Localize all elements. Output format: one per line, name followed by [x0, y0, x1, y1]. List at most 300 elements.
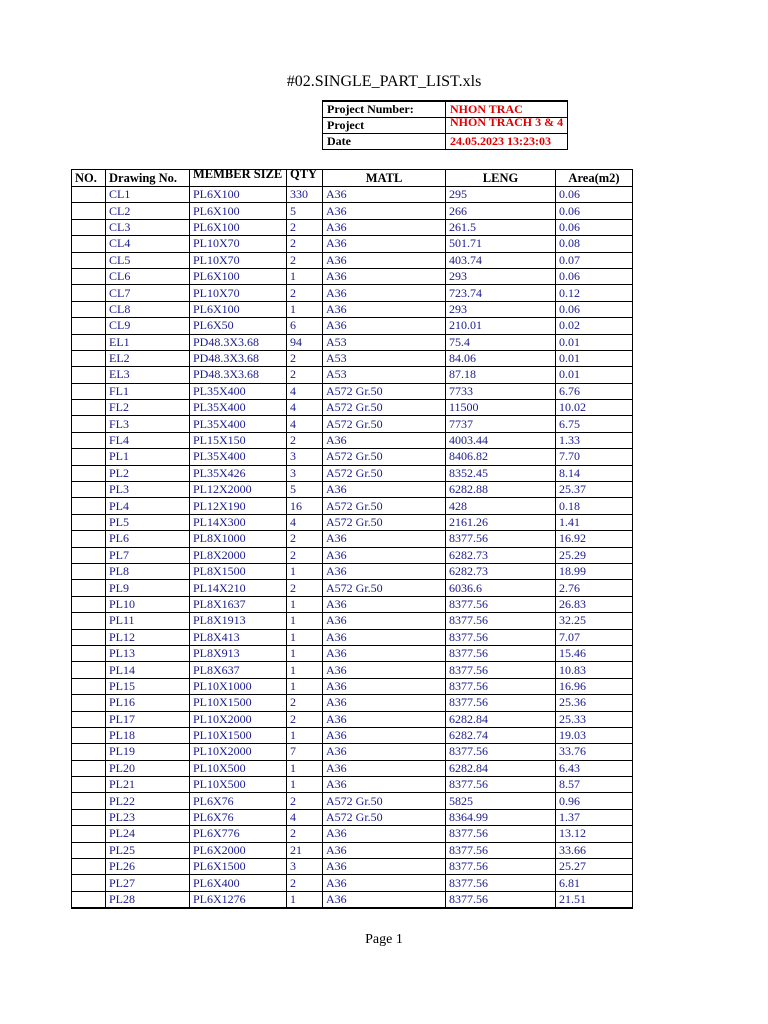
row-drawing-no: PL13 — [106, 645, 190, 661]
row-matl: A53 — [323, 350, 446, 366]
table-row — [72, 777, 633, 793]
row-matl: A36 — [323, 285, 446, 301]
row-qty: 4 — [287, 400, 323, 416]
row-matl: A36 — [323, 531, 446, 547]
row-matl: A36 — [323, 547, 446, 563]
row-matl: A36 — [323, 318, 446, 334]
row-area: 0.06 — [556, 268, 633, 284]
row-member-size: PL10X1500 — [190, 727, 287, 743]
row-area: 10.02 — [556, 400, 633, 416]
row-no — [72, 859, 106, 875]
row-qty: 2 — [287, 285, 323, 301]
row-matl: A36 — [323, 859, 446, 875]
row-drawing-no: PL7 — [106, 547, 190, 563]
row-qty: 2 — [287, 547, 323, 563]
row-qty: 1 — [287, 596, 323, 612]
row-drawing-no: CL4 — [106, 236, 190, 252]
row-member-size: PL10X70 — [190, 236, 287, 252]
row-area: 7.07 — [556, 629, 633, 645]
row-qty: 2 — [287, 695, 323, 711]
table-row — [72, 826, 633, 842]
table-row — [72, 563, 633, 579]
table-row — [72, 891, 633, 908]
row-drawing-no: PL1 — [106, 449, 190, 465]
row-area: 0.06 — [556, 301, 633, 317]
row-area: 0.08 — [556, 236, 633, 252]
row-leng: 8377.56 — [446, 842, 556, 858]
row-area: 6.43 — [556, 760, 633, 776]
row-qty: 1 — [287, 645, 323, 661]
row-member-size: PL6X100 — [190, 301, 287, 317]
row-area: 0.96 — [556, 793, 633, 809]
row-no — [72, 875, 106, 891]
row-drawing-no: PL16 — [106, 695, 190, 711]
row-area: 25.37 — [556, 482, 633, 498]
row-matl: A36 — [323, 678, 446, 694]
table-row — [72, 482, 633, 498]
table-row — [72, 793, 633, 809]
row-qty: 21 — [287, 842, 323, 858]
row-no — [72, 301, 106, 317]
table-row — [72, 842, 633, 858]
row-member-size: PL6X100 — [190, 203, 287, 219]
row-leng: 293 — [446, 301, 556, 317]
row-area: 25.27 — [556, 859, 633, 875]
document-title: #02.SINGLE_PART_LIST.xls — [286, 73, 482, 90]
row-matl: A572 Gr.50 — [323, 514, 446, 530]
table-row — [72, 662, 633, 678]
row-qty: 2 — [287, 531, 323, 547]
row-member-size: PL8X1500 — [190, 563, 287, 579]
row-area: 10.83 — [556, 662, 633, 678]
row-member-size: PL35X426 — [190, 465, 287, 481]
row-no — [72, 383, 106, 399]
table-row — [72, 547, 633, 563]
row-area: 0.12 — [556, 285, 633, 301]
row-drawing-no: CL8 — [106, 301, 190, 317]
project-info-table — [322, 100, 568, 150]
row-leng: 8377.56 — [446, 662, 556, 678]
row-no — [72, 842, 106, 858]
row-matl: A36 — [323, 760, 446, 776]
row-no — [72, 416, 106, 432]
row-member-size: PL35X400 — [190, 400, 287, 416]
row-drawing-no: PL2 — [106, 465, 190, 481]
row-member-size: PL6X100 — [190, 187, 287, 203]
col-header-qty: QTY — [287, 170, 323, 187]
project-number-label: Project Number: — [323, 101, 446, 118]
row-drawing-no: PL18 — [106, 727, 190, 743]
row-member-size: PL35X400 — [190, 449, 287, 465]
col-header-leng: LENG — [446, 170, 556, 187]
date-value: 24.05.2023 13:23:03 — [446, 134, 568, 150]
row-member-size: PL6X1276 — [190, 891, 287, 908]
table-row — [72, 859, 633, 875]
row-qty: 1 — [287, 891, 323, 908]
row-qty: 7 — [287, 744, 323, 760]
row-drawing-no: PL21 — [106, 777, 190, 793]
row-matl: A36 — [323, 482, 446, 498]
row-member-size: PL10X70 — [190, 252, 287, 268]
row-matl: A36 — [323, 219, 446, 235]
row-drawing-no: PL25 — [106, 842, 190, 858]
row-leng: 6036.6 — [446, 580, 556, 596]
row-drawing-no: CL6 — [106, 268, 190, 284]
table-row — [72, 580, 633, 596]
col-header-area: Area(m2) — [556, 170, 633, 187]
row-drawing-no: PL20 — [106, 760, 190, 776]
row-drawing-no: EL2 — [106, 350, 190, 366]
project-row — [323, 118, 568, 134]
table-row — [72, 236, 633, 252]
row-no — [72, 334, 106, 350]
table-body — [72, 187, 633, 909]
row-leng: 8406.82 — [446, 449, 556, 465]
row-drawing-no: CL7 — [106, 285, 190, 301]
row-area: 0.06 — [556, 203, 633, 219]
row-member-size: PL15X150 — [190, 432, 287, 448]
table-row — [72, 695, 633, 711]
row-area: 0.06 — [556, 219, 633, 235]
table-row — [72, 613, 633, 629]
row-matl: A36 — [323, 596, 446, 612]
row-matl: A572 Gr.50 — [323, 498, 446, 514]
row-qty: 2 — [287, 236, 323, 252]
row-member-size: PL8X1000 — [190, 531, 287, 547]
table-row — [72, 367, 633, 383]
row-area: 25.36 — [556, 695, 633, 711]
row-member-size: PL35X400 — [190, 416, 287, 432]
row-drawing-no: PL27 — [106, 875, 190, 891]
row-member-size: PL8X637 — [190, 662, 287, 678]
row-qty: 330 — [287, 187, 323, 203]
row-leng: 87.18 — [446, 367, 556, 383]
row-drawing-no: PL14 — [106, 662, 190, 678]
row-drawing-no: EL3 — [106, 367, 190, 383]
row-qty: 1 — [287, 613, 323, 629]
row-leng: 8352.45 — [446, 465, 556, 481]
row-leng: 8377.56 — [446, 645, 556, 661]
row-leng: 7737 — [446, 416, 556, 432]
row-member-size: PL10X500 — [190, 777, 287, 793]
row-matl: A36 — [323, 268, 446, 284]
row-area: 1.37 — [556, 809, 633, 825]
row-no — [72, 531, 106, 547]
row-drawing-no: FL3 — [106, 416, 190, 432]
row-member-size: PL8X1637 — [190, 596, 287, 612]
row-drawing-no: PL24 — [106, 826, 190, 842]
row-no — [72, 482, 106, 498]
row-leng: 723.74 — [446, 285, 556, 301]
table-header-row — [72, 170, 633, 187]
col-header-drawing: Drawing No. — [106, 170, 190, 187]
row-qty: 1 — [287, 777, 323, 793]
row-area: 18.99 — [556, 563, 633, 579]
table-row — [72, 727, 633, 743]
row-matl: A36 — [323, 777, 446, 793]
row-leng: 2161.26 — [446, 514, 556, 530]
row-leng: 266 — [446, 203, 556, 219]
table-row — [72, 645, 633, 661]
row-no — [72, 318, 106, 334]
row-no — [72, 203, 106, 219]
row-member-size: PL10X2000 — [190, 711, 287, 727]
row-leng: 84.06 — [446, 350, 556, 366]
row-no — [72, 744, 106, 760]
row-no — [72, 793, 106, 809]
row-leng: 6282.84 — [446, 711, 556, 727]
row-no — [72, 727, 106, 743]
project-value: NHON TRACH 3 & 4 — [446, 118, 568, 134]
row-member-size: PL10X2000 — [190, 744, 287, 760]
row-qty: 1 — [287, 662, 323, 678]
row-drawing-no: PL12 — [106, 629, 190, 645]
row-leng: 6282.73 — [446, 563, 556, 579]
row-member-size: PL8X1913 — [190, 613, 287, 629]
row-drawing-no: PL26 — [106, 859, 190, 875]
row-qty: 6 — [287, 318, 323, 334]
row-matl: A36 — [323, 203, 446, 219]
row-matl: A36 — [323, 432, 446, 448]
row-matl: A36 — [323, 187, 446, 203]
row-leng: 8377.56 — [446, 613, 556, 629]
row-member-size: PL10X500 — [190, 760, 287, 776]
row-no — [72, 760, 106, 776]
row-no — [72, 236, 106, 252]
row-no — [72, 826, 106, 842]
row-drawing-no: PL17 — [106, 711, 190, 727]
date-label: Date — [323, 134, 446, 150]
row-area: 2.76 — [556, 580, 633, 596]
row-no — [72, 891, 106, 908]
row-area: 25.33 — [556, 711, 633, 727]
row-matl: A36 — [323, 727, 446, 743]
row-member-size: PD48.3X3.68 — [190, 350, 287, 366]
table-row — [72, 531, 633, 547]
row-matl: A36 — [323, 645, 446, 661]
row-member-size: PL6X776 — [190, 826, 287, 842]
row-leng: 6282.74 — [446, 727, 556, 743]
row-leng: 261.5 — [446, 219, 556, 235]
row-matl: A53 — [323, 367, 446, 383]
row-qty: 2 — [287, 711, 323, 727]
row-drawing-no: CL3 — [106, 219, 190, 235]
table-row — [72, 416, 633, 432]
table-row — [72, 301, 633, 317]
row-drawing-no: PL6 — [106, 531, 190, 547]
row-leng: 11500 — [446, 400, 556, 416]
row-qty: 2 — [287, 219, 323, 235]
table-row — [72, 678, 633, 694]
row-drawing-no: FL4 — [106, 432, 190, 448]
table-row — [72, 514, 633, 530]
row-matl: A572 Gr.50 — [323, 809, 446, 825]
row-member-size: PL12X190 — [190, 498, 287, 514]
row-drawing-no: PL8 — [106, 563, 190, 579]
row-member-size: PL6X100 — [190, 219, 287, 235]
row-area: 21.51 — [556, 891, 633, 908]
row-leng: 8377.56 — [446, 777, 556, 793]
row-qty: 3 — [287, 449, 323, 465]
col-header-no: NO. — [72, 170, 106, 187]
row-matl: A36 — [323, 629, 446, 645]
row-qty: 1 — [287, 760, 323, 776]
row-drawing-no: PL22 — [106, 793, 190, 809]
table-row — [72, 449, 633, 465]
row-leng: 403.74 — [446, 252, 556, 268]
row-qty: 3 — [287, 859, 323, 875]
row-area: 25.29 — [556, 547, 633, 563]
row-no — [72, 711, 106, 727]
row-leng: 8377.56 — [446, 875, 556, 891]
row-qty: 4 — [287, 416, 323, 432]
table-row — [72, 760, 633, 776]
table-row — [72, 629, 633, 645]
table-row — [72, 187, 633, 203]
row-qty: 4 — [287, 383, 323, 399]
row-area: 16.92 — [556, 531, 633, 547]
row-leng: 8377.56 — [446, 629, 556, 645]
row-area: 1.33 — [556, 432, 633, 448]
row-leng: 428 — [446, 498, 556, 514]
table-row — [72, 203, 633, 219]
row-area: 16.96 — [556, 678, 633, 694]
row-no — [72, 514, 106, 530]
row-matl: A36 — [323, 744, 446, 760]
row-no — [72, 629, 106, 645]
table-row — [72, 334, 633, 350]
row-area: 0.06 — [556, 187, 633, 203]
row-no — [72, 662, 106, 678]
row-drawing-no: PL19 — [106, 744, 190, 760]
row-member-size: PL6X50 — [190, 318, 287, 334]
row-matl: A572 Gr.50 — [323, 580, 446, 596]
row-no — [72, 613, 106, 629]
row-area: 15.46 — [556, 645, 633, 661]
col-header-matl: MATL — [323, 170, 446, 187]
row-leng: 5825 — [446, 793, 556, 809]
row-matl: A572 Gr.50 — [323, 793, 446, 809]
row-no — [72, 809, 106, 825]
row-no — [72, 187, 106, 203]
table-row — [72, 432, 633, 448]
row-matl: A36 — [323, 695, 446, 711]
col-header-member-size: MEMBER SIZE — [190, 170, 287, 187]
row-qty: 3 — [287, 465, 323, 481]
row-qty: 2 — [287, 875, 323, 891]
row-matl: A572 Gr.50 — [323, 416, 446, 432]
row-drawing-no: PL5 — [106, 514, 190, 530]
row-member-size: PL8X413 — [190, 629, 287, 645]
row-no — [72, 580, 106, 596]
table-row — [72, 875, 633, 891]
row-leng: 8377.56 — [446, 678, 556, 694]
row-no — [72, 219, 106, 235]
page-number: Page 1 — [365, 932, 403, 947]
row-qty: 1 — [287, 563, 323, 579]
row-matl: A36 — [323, 875, 446, 891]
row-area: 33.76 — [556, 744, 633, 760]
row-qty: 2 — [287, 580, 323, 596]
table-row — [72, 252, 633, 268]
row-matl: A572 Gr.50 — [323, 465, 446, 481]
row-member-size: PL6X100 — [190, 268, 287, 284]
row-area: 1.41 — [556, 514, 633, 530]
row-matl: A36 — [323, 563, 446, 579]
row-member-size: PL14X300 — [190, 514, 287, 530]
row-no — [72, 465, 106, 481]
row-area: 0.02 — [556, 318, 633, 334]
row-member-size: PL6X2000 — [190, 842, 287, 858]
row-qty: 1 — [287, 268, 323, 284]
row-area: 32.25 — [556, 613, 633, 629]
row-qty: 94 — [287, 334, 323, 350]
row-matl: A36 — [323, 662, 446, 678]
row-drawing-no: PL9 — [106, 580, 190, 596]
row-member-size: PL6X400 — [190, 875, 287, 891]
row-area: 8.57 — [556, 777, 633, 793]
row-member-size: PD48.3X3.68 — [190, 367, 287, 383]
row-drawing-no: PL15 — [106, 678, 190, 694]
row-qty: 1 — [287, 301, 323, 317]
row-area: 6.76 — [556, 383, 633, 399]
row-no — [72, 285, 106, 301]
row-drawing-no: PL10 — [106, 596, 190, 612]
row-matl: A572 Gr.50 — [323, 383, 446, 399]
row-area: 19.03 — [556, 727, 633, 743]
row-leng: 210.01 — [446, 318, 556, 334]
row-qty: 1 — [287, 629, 323, 645]
table-row — [72, 400, 633, 416]
row-area: 8.14 — [556, 465, 633, 481]
row-leng: 6282.84 — [446, 760, 556, 776]
row-no — [72, 645, 106, 661]
row-area: 33.66 — [556, 842, 633, 858]
row-drawing-no: PL4 — [106, 498, 190, 514]
row-no — [72, 498, 106, 514]
row-qty: 1 — [287, 678, 323, 694]
table-row — [72, 498, 633, 514]
row-area: 13.12 — [556, 826, 633, 842]
row-leng: 8377.56 — [446, 596, 556, 612]
row-member-size: PL6X76 — [190, 793, 287, 809]
row-no — [72, 563, 106, 579]
row-leng: 8377.56 — [446, 695, 556, 711]
row-member-size: PL6X1500 — [190, 859, 287, 875]
row-matl: A36 — [323, 301, 446, 317]
row-matl: A572 Gr.50 — [323, 449, 446, 465]
row-member-size: PL10X1500 — [190, 695, 287, 711]
row-matl: A36 — [323, 236, 446, 252]
row-leng: 6282.88 — [446, 482, 556, 498]
row-member-size: PL10X70 — [190, 285, 287, 301]
row-leng: 8377.56 — [446, 859, 556, 875]
row-drawing-no: FL1 — [106, 383, 190, 399]
row-matl: A53 — [323, 334, 446, 350]
row-leng: 8377.56 — [446, 891, 556, 908]
row-leng: 8364.99 — [446, 809, 556, 825]
row-area: 6.81 — [556, 875, 633, 891]
row-area: 26.83 — [556, 596, 633, 612]
row-matl: A36 — [323, 711, 446, 727]
row-member-size: PL12X2000 — [190, 482, 287, 498]
row-area: 0.01 — [556, 334, 633, 350]
part-list-table — [71, 169, 633, 909]
row-leng: 8377.56 — [446, 744, 556, 760]
table-row — [72, 711, 633, 727]
row-matl: A572 Gr.50 — [323, 400, 446, 416]
row-leng: 295 — [446, 187, 556, 203]
